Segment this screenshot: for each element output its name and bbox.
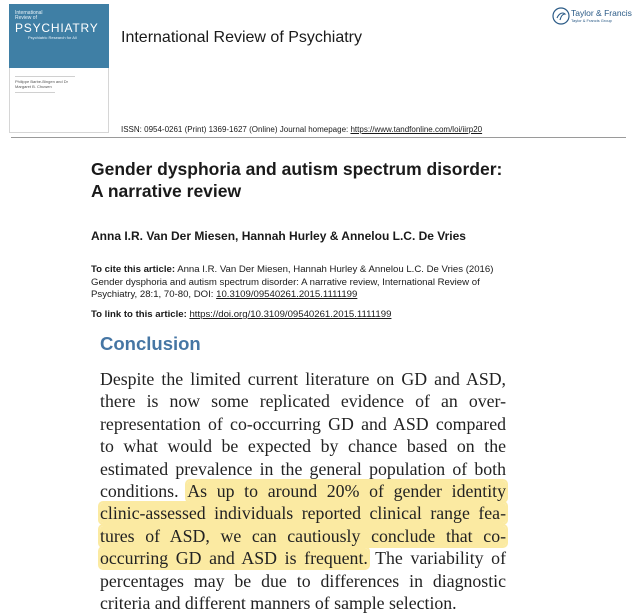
article-title-line: Gender dysphoria and autism spectrum disorder: xyxy=(91,159,503,179)
paragraph-line: estimated prevalence in the general population of both xyxy=(100,458,506,479)
cover-subtitle: Psychiatric Research for All xyxy=(28,35,77,40)
publisher-name: Taylor & Francis xyxy=(571,8,632,18)
cover-journal-small: International Review of xyxy=(15,10,43,21)
paragraph-line xyxy=(100,502,506,524)
cover-divider xyxy=(15,76,75,77)
cite-text: Psychiatry, 28:1, 70-80, DOI: xyxy=(91,289,217,301)
journal-title: International Review of Psychiatry xyxy=(121,29,362,46)
paragraph-line: there is now some replicated evidence of an over- xyxy=(100,391,506,412)
highlighted-text: As up to around 20% of gender identity xyxy=(187,480,506,501)
conclusion-heading: Conclusion xyxy=(100,333,201,354)
paragraph-line: Despite the limited current literature on GD and ASD, xyxy=(100,369,506,389)
journal-cover xyxy=(9,4,109,133)
conclusion-paragraph xyxy=(100,368,506,614)
header-divider xyxy=(11,137,626,138)
cite-doi-link[interactable]: 10.3109/09540261.2015.1111199 xyxy=(216,289,358,301)
plain-text: The variability of xyxy=(367,548,506,569)
taylor-francis-logo-icon xyxy=(552,7,570,25)
highlighted-text: tures of ASD, we can cautiously conclude that co- xyxy=(100,525,506,546)
cover-editors: Philippe Barbe-Bingen and Dr Margaret B. Chuwen xyxy=(15,79,68,89)
highlighted-text: occurring GD and ASD is frequent. xyxy=(100,548,368,569)
cite-text: Gender dysphoria and autism spectrum disorder: A narrative review, International Review of xyxy=(91,276,480,288)
cite-text: Anna I.R. Van Der Miesen, Hannah Hurley & Annelou L.C. De Vries (2016) xyxy=(175,264,494,275)
link-label: To link to this article: xyxy=(91,309,190,320)
article-link-line xyxy=(91,309,391,320)
article-authors: Anna I.R. Van Der Miesen, Hannah Hurley & Annelou L.C. De Vries xyxy=(91,229,466,243)
citation-block xyxy=(91,264,591,302)
issn-text: ISSN: 0954-0261 (Print) 1369-1627 (Online) Journal homepage: xyxy=(121,125,351,134)
cover-divider xyxy=(15,92,55,93)
paragraph-line: criteria and different manners of sample selection. xyxy=(100,592,457,613)
highlighted-text: clinic-assessed individuals reported clinical range fea- xyxy=(100,503,506,524)
paragraph-line: representation of co-occurring GD and ASD compared xyxy=(100,413,506,434)
paragraph-line xyxy=(100,525,506,547)
article-title-line: A narrative review xyxy=(91,181,242,201)
article-doi-link[interactable]: https://doi.org/10.3109/09540261.2015.1111199 xyxy=(189,309,392,320)
cover-band xyxy=(9,4,109,68)
paragraph-line xyxy=(100,547,506,569)
cover-journal-title: PSYCHIATRY xyxy=(15,21,99,35)
paragraph-line: to what would be expected by chance based on the xyxy=(100,436,506,457)
plain-text: conditions. xyxy=(100,480,188,501)
publisher-group: Taylor & Francis Group xyxy=(571,18,612,23)
cite-label: To cite this article: xyxy=(91,264,176,275)
issn-line xyxy=(121,125,482,134)
paragraph-line: percentages may be due to differences in diagnostic xyxy=(100,570,506,591)
journal-homepage-link[interactable]: https://www.tandfonline.com/loi/iirp20 xyxy=(350,125,483,134)
paragraph-line xyxy=(100,480,506,502)
article-title xyxy=(91,158,502,202)
